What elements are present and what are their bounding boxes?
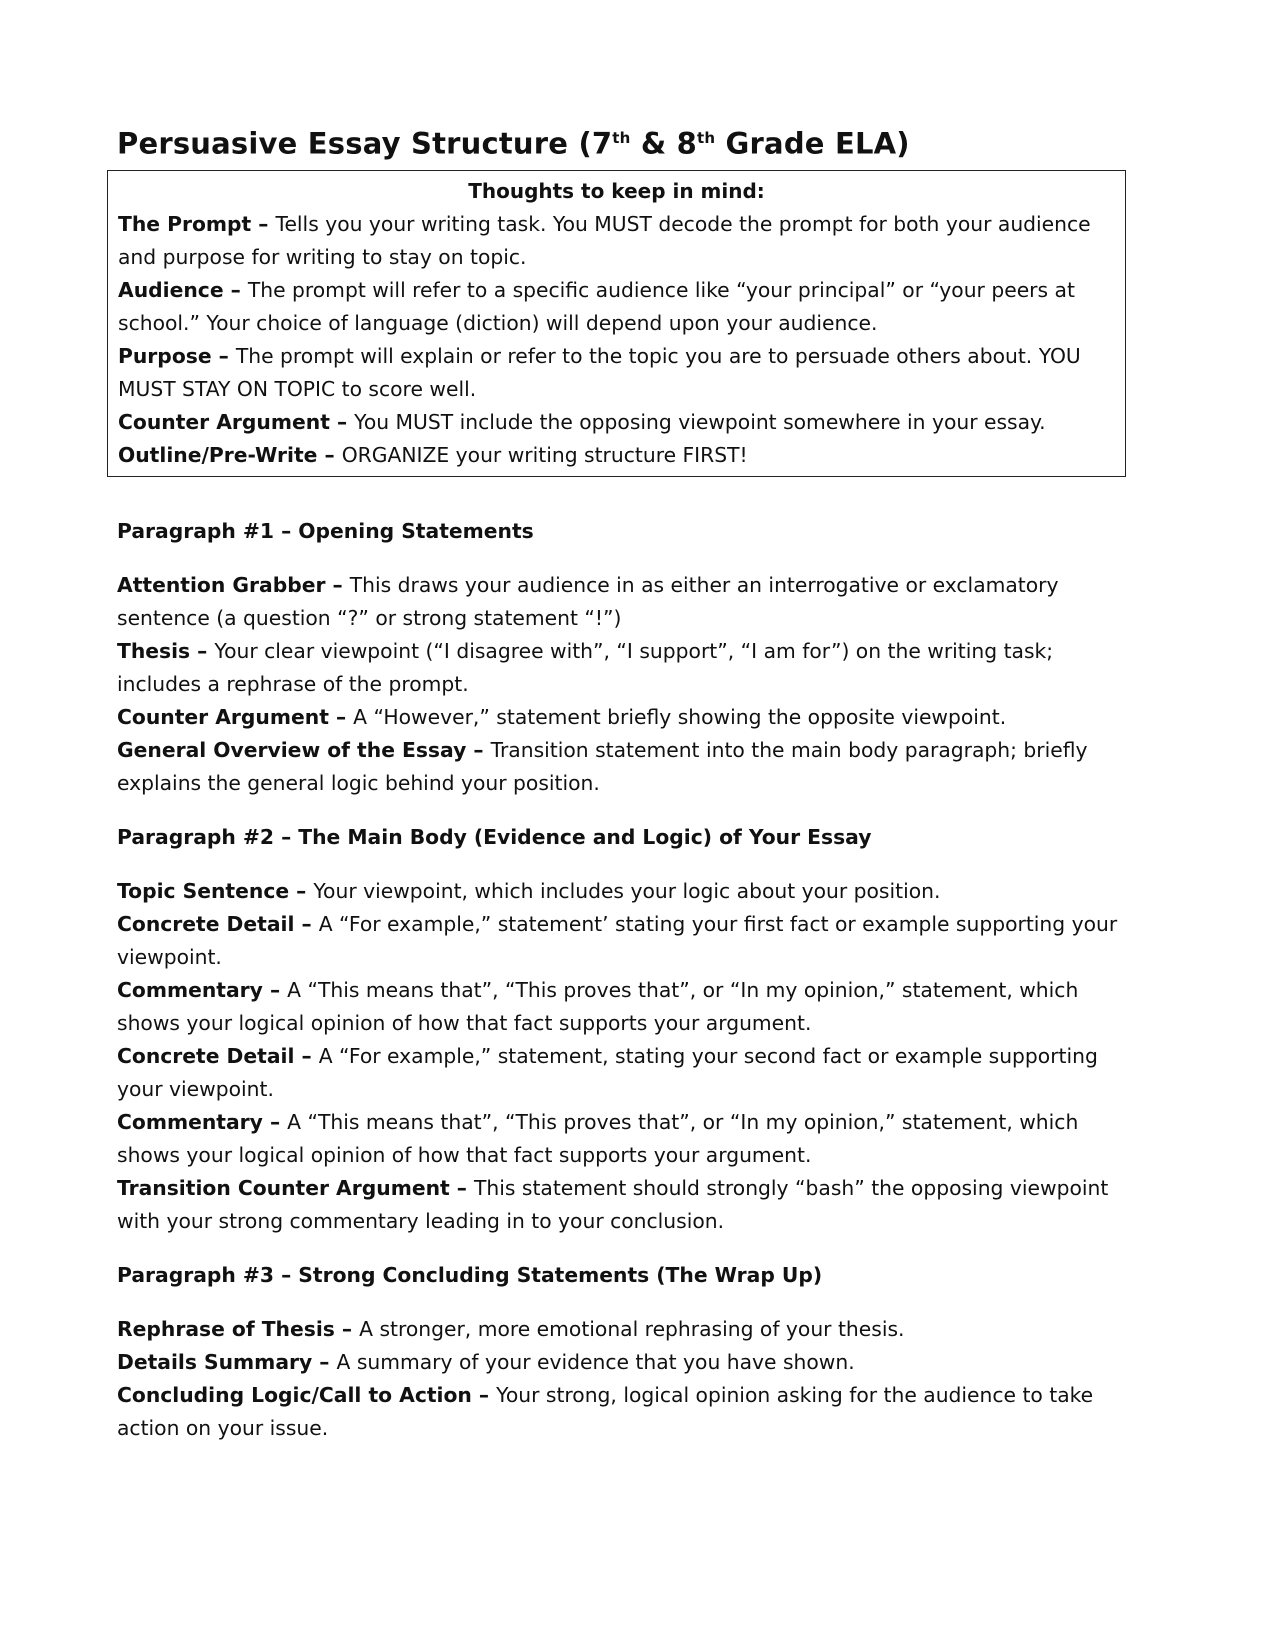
title-superscript-2: th (697, 129, 716, 147)
p2-concrete-detail-1: Concrete Detail – A “For example,” statement’ stating your first fact or example supporting your viewpoint. (117, 911, 1118, 969)
p3-details-summary: Details Summary – A summary of your evidence that you have shown. (117, 1349, 855, 1374)
title-superscript-1: th (612, 129, 631, 147)
document-page (117, 118, 1137, 1445)
paragraph-1-heading: Paragraph #1 – Opening Statements (117, 518, 534, 543)
title-text-part3: Grade ELA) (715, 126, 910, 161)
p2-transition-counter-argument: Transition Counter Argument – This statement should strongly “bash” the opposing viewpoint with your strong commentary leading in to your conclusion. (117, 1175, 1109, 1233)
p2-commentary-2: Commentary – A “This means that”, “This proves that”, or “In my opinion,” statement, which shows your logical opinion of how that fact supports your argument. (117, 1109, 1079, 1167)
box-item-prompt: The Prompt – Tells you your writing task. You MUST decode the prompt for both your audience and purpose for writing to stay on topic. (118, 211, 1091, 269)
p3-concluding-logic: Concluding Logic/Call to Action – Your strong, logical opinion asking for the audience to take action on your issue. (117, 1382, 1094, 1440)
p1-general-overview: General Overview of the Essay – Transition statement into the main body paragraph; briefly explains the general logic behind your position. (117, 737, 1088, 795)
p1-attention-grabber: Attention Grabber – This draws your audience in as either an interrogative or exclamatory sentence (a question “?” or strong statement “!”) (117, 572, 1059, 630)
box-item-purpose: Purpose – The prompt will explain or refer to the topic you are to persuade others about. YOU MUST STAY ON TOPIC to score well. (118, 343, 1081, 401)
paragraph-1-section (117, 515, 1137, 800)
p2-concrete-detail-2: Concrete Detail – A “For example,” statement, stating your second fact or example supporting your viewpoint. (117, 1043, 1098, 1101)
p2-topic-sentence: Topic Sentence – Your viewpoint, which includes your logic about your position. (117, 878, 941, 903)
thoughts-heading: Thoughts to keep in mind: (468, 178, 765, 203)
p3-rephrase-thesis: Rephrase of Thesis – A stronger, more emotional rephrasing of your thesis. (117, 1316, 905, 1341)
p1-counter-argument: Counter Argument – A “However,” statement briefly showing the opposite viewpoint. (117, 704, 1007, 729)
p2-commentary-1: Commentary – A “This means that”, “This proves that”, or “In my opinion,” statement, which shows your logical opinion of how that fact supports your argument. (117, 977, 1079, 1035)
paragraph-2-heading: Paragraph #2 – The Main Body (Evidence and Logic) of Your Essay (117, 824, 872, 849)
box-item-counter-argument: Counter Argument – You MUST include the opposing viewpoint somewhere in your essay. (118, 409, 1046, 434)
paragraph-3-heading: Paragraph #3 – Strong Concluding Statements (The Wrap Up) (117, 1262, 823, 1287)
paragraph-3-section (117, 1259, 1137, 1445)
paragraph-2-section (117, 821, 1137, 1238)
p1-thesis: Thesis – Your clear viewpoint (“I disagree with”, “I support”, “I am for”) on the writing task; includes a rephrase of the prompt. (117, 638, 1054, 696)
thoughts-box (107, 170, 1126, 477)
box-item-audience: Audience – The prompt will refer to a specific audience like “your principal” or “your peers at school.” Your choice of language (diction) will depend upon your audience. (118, 277, 1075, 335)
page-title (117, 118, 1137, 164)
box-item-outline: Outline/Pre-Write – ORGANIZE your writing structure FIRST! (118, 442, 748, 467)
title-text-part2: & 8 (630, 126, 697, 161)
title-text-part1: Persuasive Essay Structure (7 (117, 126, 613, 161)
